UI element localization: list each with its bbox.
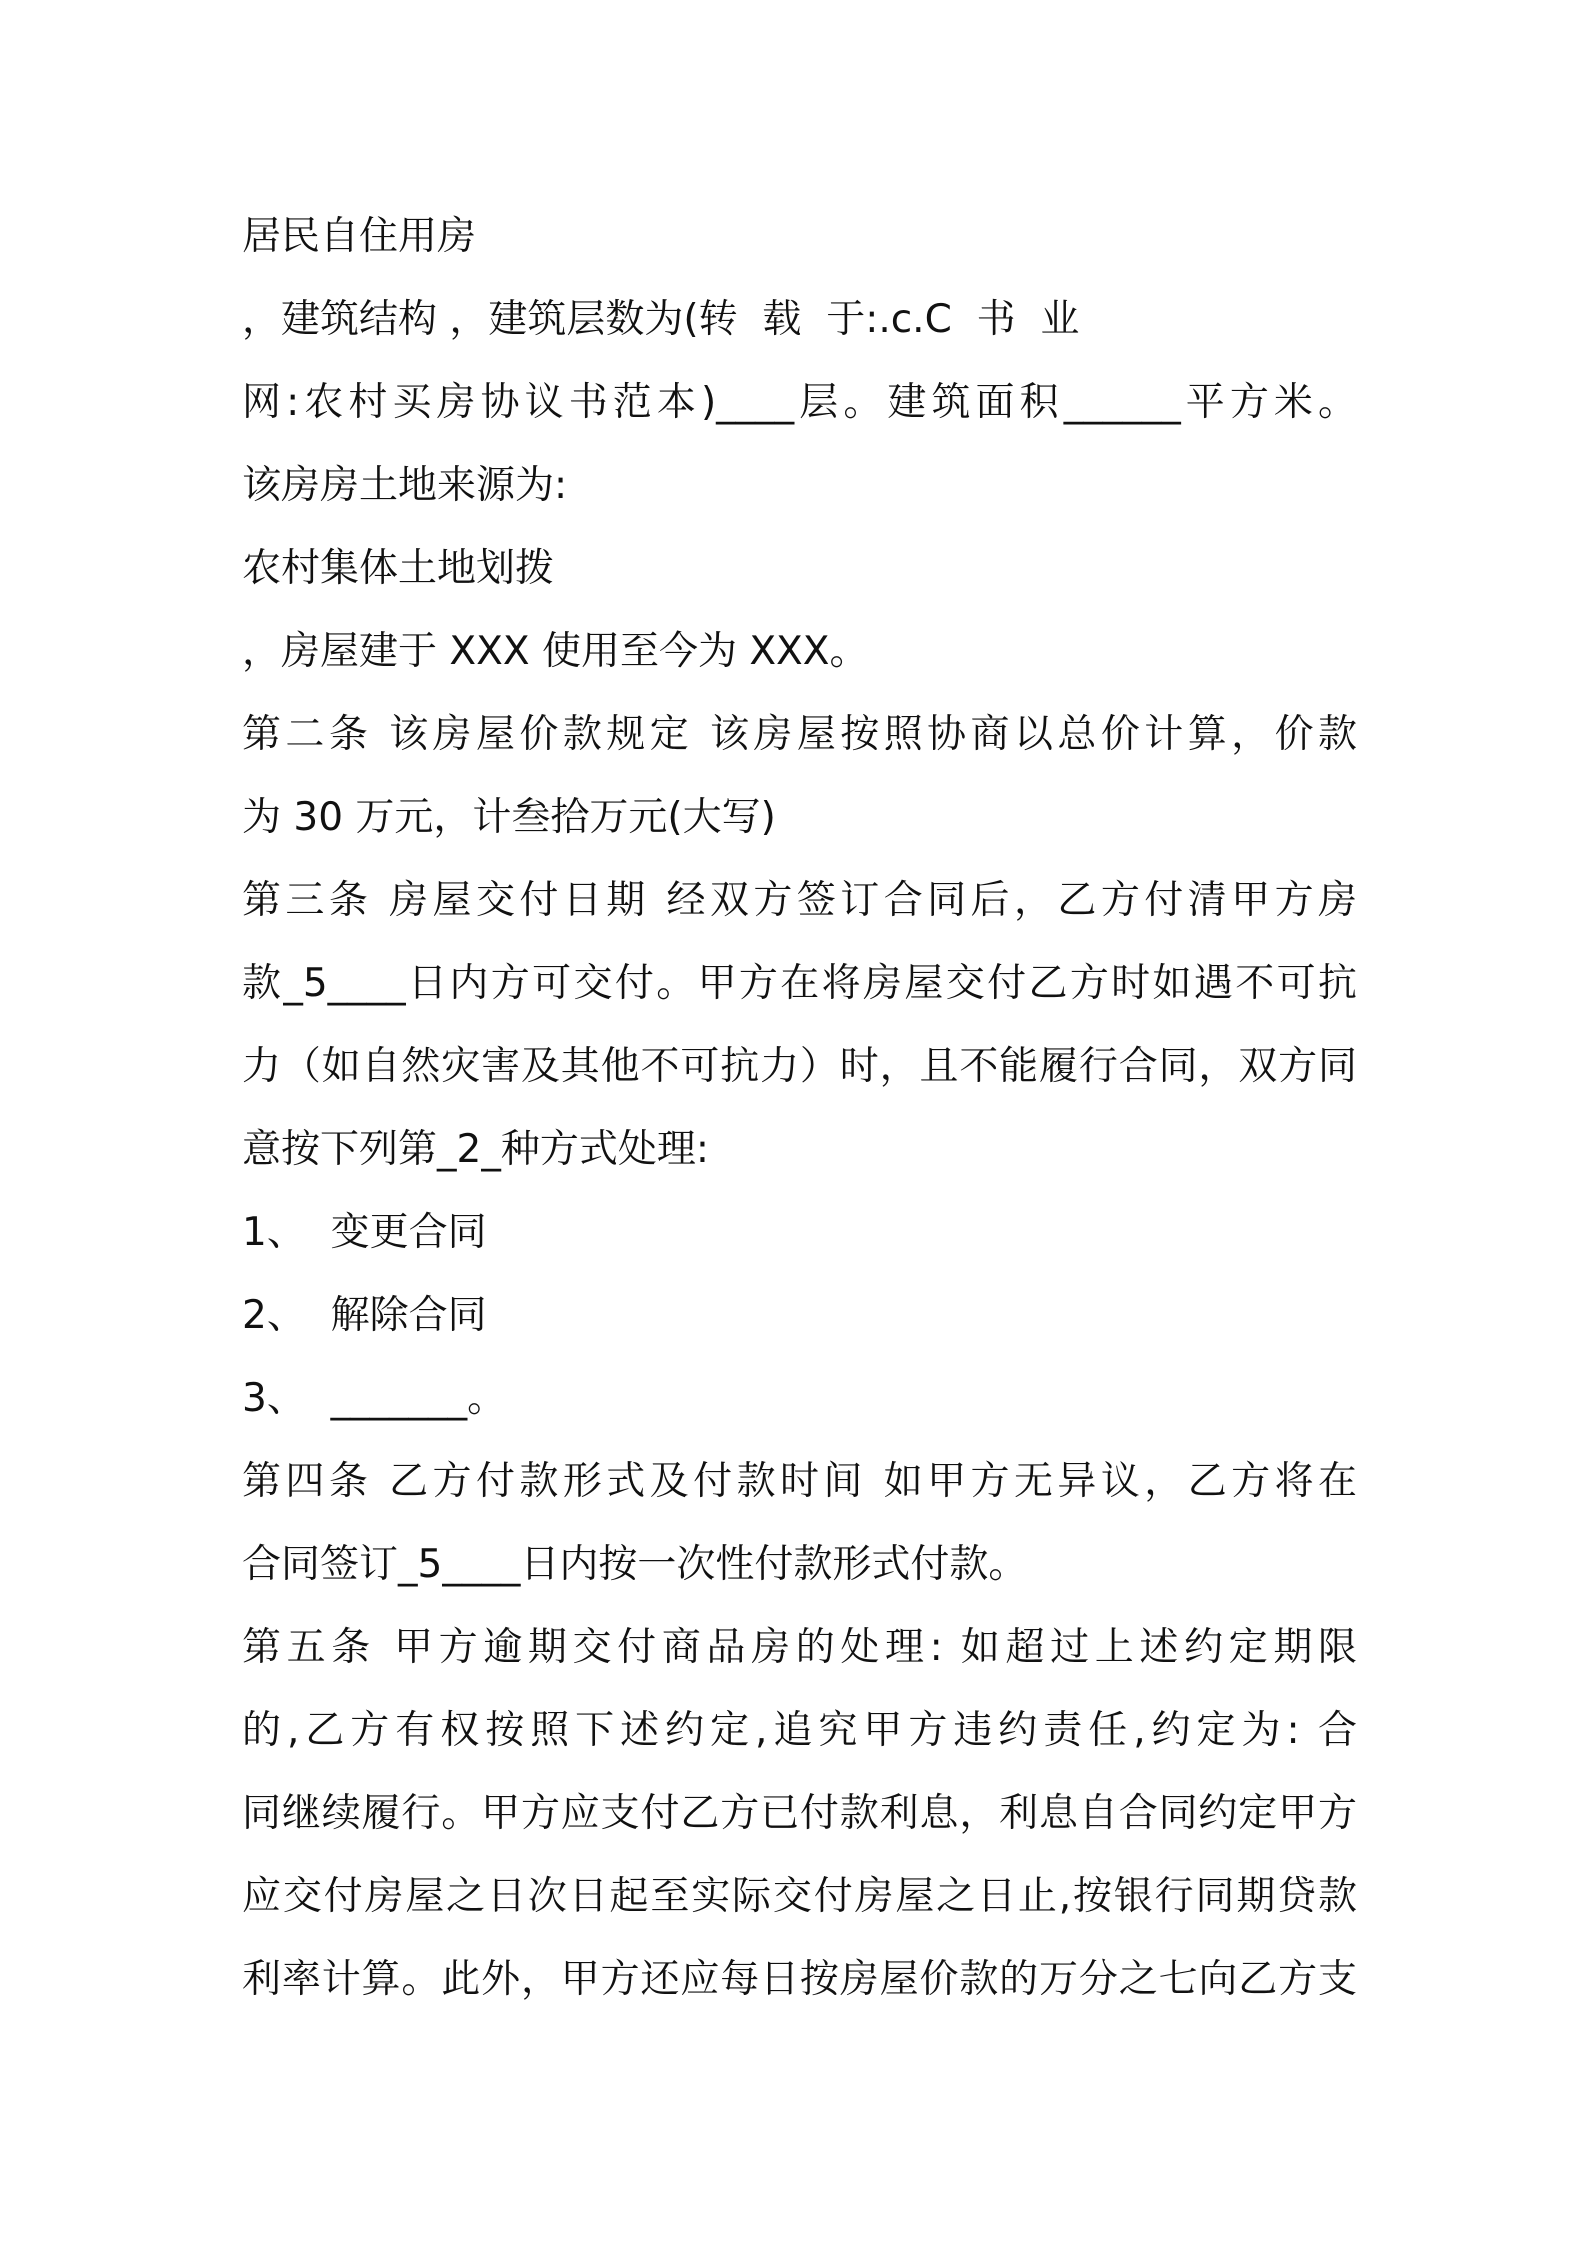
text-line: 网:农村买房协议书范本)____层。建筑面积______平方米。 bbox=[242, 380, 1357, 425]
text-line: 该房房土地来源为: bbox=[242, 463, 568, 508]
text-line: 2、 解除合同 bbox=[242, 1293, 487, 1338]
text-line: 力（如自然灾害及其他不可抗力）时，且不能履行合同，双方同 bbox=[242, 1044, 1357, 1089]
text-line: ，建筑结构 ，建筑层数为(转 载 于:.c.C 书 业 bbox=[242, 297, 1080, 342]
text-line: 农村集体土地划拨 bbox=[242, 546, 555, 591]
text-line: 第五条 甲方逾期交付商品房的处理: 如超过上述约定期限 bbox=[242, 1625, 1357, 1670]
text-line: 的,乙方有权按照下述约定,追究甲方违约责任,约定为: 合 bbox=[242, 1708, 1357, 1753]
text-line: 3、 _______。 bbox=[242, 1376, 507, 1421]
text-line: 同继续履行。甲方应支付乙方已付款利息，利息自合同约定甲方 bbox=[242, 1791, 1357, 1836]
text-line: 应交付房屋之日次日起至实际交付房屋之日止,按银行同期贷款 bbox=[242, 1874, 1357, 1919]
text-line: 第二条 该房屋价款规定 该房屋按照协商以总价计算，价款 bbox=[242, 712, 1357, 757]
text-line: 第四条 乙方付款形式及付款时间 如甲方无异议，乙方将在 bbox=[242, 1459, 1357, 1504]
text-line: 款_5____日内方可交付。甲方在将房屋交付乙方时如遇不可抗 bbox=[242, 961, 1357, 1006]
text-line: 第三条 房屋交付日期 经双方签订合同后，乙方付清甲方房 bbox=[242, 878, 1357, 923]
text-line: 利率计算。此外，甲方还应每日按房屋价款的万分之七向乙方支 bbox=[242, 1957, 1357, 2002]
text-line: 意按下列第_2_种方式处理: bbox=[242, 1127, 709, 1172]
contract-body bbox=[242, 195, 1357, 2021]
text-line: 居民自住用房 bbox=[242, 214, 477, 259]
text-line: ，房屋建于 XXX 使用至今为 XXX。 bbox=[242, 629, 869, 674]
text-line: 为 30 万元，计叁拾万元(大写) bbox=[242, 795, 776, 840]
text-line: 合同签订_5____日内按一次性付款形式付款。 bbox=[242, 1542, 1028, 1587]
text-line: 1、 变更合同 bbox=[242, 1210, 487, 1255]
